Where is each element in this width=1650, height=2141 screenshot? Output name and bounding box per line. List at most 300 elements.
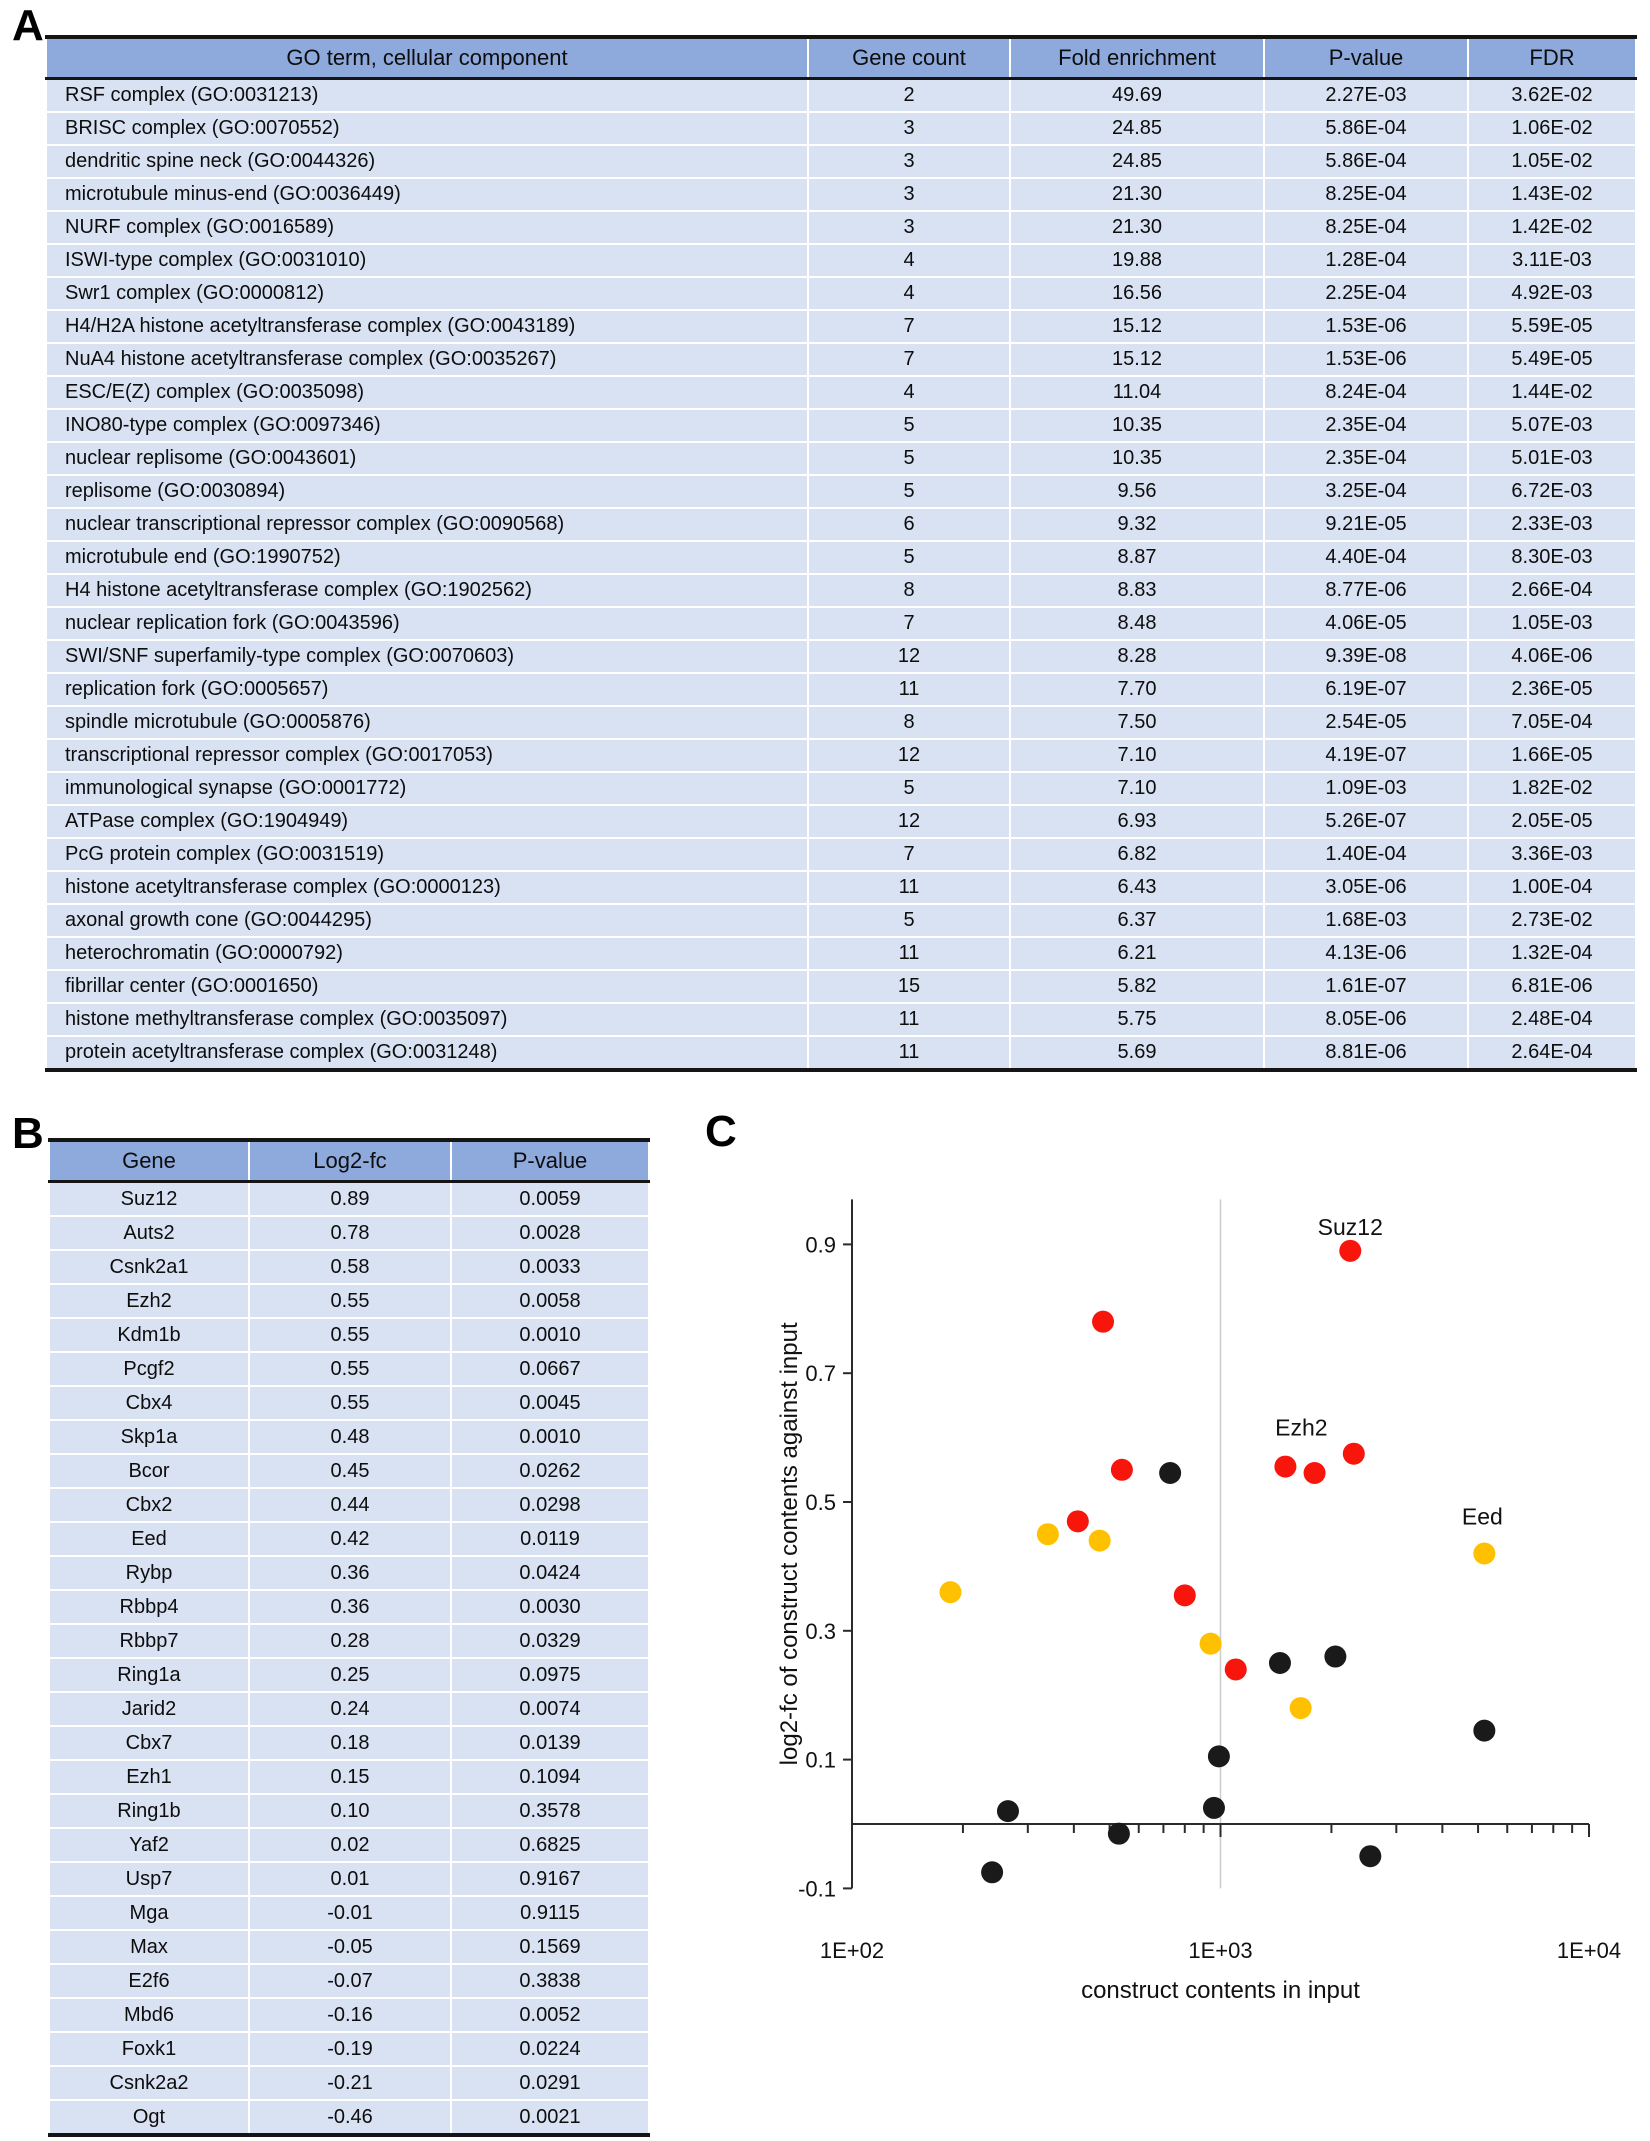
table-cell: 19.88 <box>1010 244 1264 277</box>
table-row <box>46 343 1636 376</box>
table-row <box>49 1488 649 1522</box>
y-tick-label: 0.1 <box>805 1747 836 1773</box>
table-cell: 0.0021 <box>451 2100 649 2135</box>
table-cell: 8 <box>808 574 1010 607</box>
table-row <box>49 1590 649 1624</box>
table-cell: Ezh1 <box>49 1760 249 1794</box>
table-cell: 5.86E-04 <box>1264 145 1468 178</box>
table-cell: protein acetyltransferase complex (GO:0031248) <box>46 1036 808 1070</box>
table-cell: 2 <box>808 79 1010 113</box>
table-cell: 0.58 <box>249 1250 451 1284</box>
table-cell: Cbx4 <box>49 1386 249 1420</box>
col-header-p-value: P-value <box>1264 37 1468 79</box>
scatter-point <box>939 1581 961 1603</box>
table-cell: 0.55 <box>249 1284 451 1318</box>
table-cell: 5.86E-04 <box>1264 112 1468 145</box>
table-cell: Suz12 <box>49 1182 249 1217</box>
table-cell: 1.53E-06 <box>1264 343 1468 376</box>
table-cell: 0.45 <box>249 1454 451 1488</box>
table-cell: 8.25E-04 <box>1264 211 1468 244</box>
table-cell: 0.55 <box>249 1386 451 1420</box>
table-cell: 3 <box>808 112 1010 145</box>
table-cell: 1.28E-04 <box>1264 244 1468 277</box>
table-cell: 1.32E-04 <box>1468 937 1636 970</box>
panel-b-label: B <box>12 1109 44 1158</box>
table-cell: 49.69 <box>1010 79 1264 113</box>
scatter-point <box>1089 1530 1111 1552</box>
table-cell: 0.24 <box>249 1692 451 1726</box>
table-row <box>46 112 1636 145</box>
table-cell: 0.0045 <box>451 1386 649 1420</box>
table-cell: 0.36 <box>249 1556 451 1590</box>
table-cell: 4 <box>808 376 1010 409</box>
table-cell: 6.37 <box>1010 904 1264 937</box>
table-row <box>46 277 1636 310</box>
table-cell: 8 <box>808 706 1010 739</box>
scatter-point <box>997 1800 1019 1822</box>
table-cell: 0.0424 <box>451 1556 649 1590</box>
table-row <box>49 1692 649 1726</box>
table-cell: 0.01 <box>249 1862 451 1896</box>
table-row <box>49 1964 649 1998</box>
table-cell: 3 <box>808 145 1010 178</box>
table-row <box>46 409 1636 442</box>
col-header-gene-count: Gene count <box>808 37 1010 79</box>
table-cell: BRISC complex (GO:0070552) <box>46 112 808 145</box>
table-cell: -0.19 <box>249 2032 451 2066</box>
table-cell: Max <box>49 1930 249 1964</box>
table-cell: 7 <box>808 607 1010 640</box>
scatter-point <box>1159 1462 1181 1484</box>
table-cell: 1.42E-02 <box>1468 211 1636 244</box>
table-cell: 0.0139 <box>451 1726 649 1760</box>
table-cell: 2.36E-05 <box>1468 673 1636 706</box>
panel-a-label: A <box>12 1 44 50</box>
table-cell: 9.39E-08 <box>1264 640 1468 673</box>
table-row <box>46 79 1636 113</box>
table-cell: 6.19E-07 <box>1264 673 1468 706</box>
table-row <box>46 838 1636 871</box>
table-row <box>49 1216 649 1250</box>
table-cell: 15.12 <box>1010 310 1264 343</box>
table-cell: 5.82 <box>1010 970 1264 1003</box>
table-row <box>46 574 1636 607</box>
table-cell: nuclear replisome (GO:0043601) <box>46 442 808 475</box>
table-cell: 5 <box>808 904 1010 937</box>
table-row <box>49 1250 649 1284</box>
table-cell: 0.89 <box>249 1182 451 1217</box>
table-cell: 6.93 <box>1010 805 1264 838</box>
table-row <box>49 1284 649 1318</box>
table-cell: 12 <box>808 640 1010 673</box>
table-cell: 3.36E-03 <box>1468 838 1636 871</box>
table-cell: Mga <box>49 1896 249 1930</box>
table-cell: 5.69 <box>1010 1036 1264 1070</box>
table-cell: 8.25E-04 <box>1264 178 1468 211</box>
table-cell: 4.19E-07 <box>1264 739 1468 772</box>
table-cell: 11.04 <box>1010 376 1264 409</box>
table-cell: 7 <box>808 310 1010 343</box>
table-cell: 12 <box>808 739 1010 772</box>
table-cell: 4 <box>808 244 1010 277</box>
table-cell: ESC/E(Z) complex (GO:0035098) <box>46 376 808 409</box>
table-cell: Jarid2 <box>49 1692 249 1726</box>
table-cell: 0.78 <box>249 1216 451 1250</box>
table-header-row <box>49 1140 649 1182</box>
table-cell: Auts2 <box>49 1216 249 1250</box>
table-cell: 5.49E-05 <box>1468 343 1636 376</box>
scatter-plot <box>700 1107 1650 2040</box>
scatter-point <box>1203 1797 1225 1819</box>
table-cell: 3.62E-02 <box>1468 79 1636 113</box>
scatter-point <box>1092 1311 1114 1333</box>
table-cell: Usp7 <box>49 1862 249 1896</box>
table-row <box>46 673 1636 706</box>
table-cell: 5.07E-03 <box>1468 409 1636 442</box>
gene-table-body <box>49 1182 649 2136</box>
table-cell: 5.75 <box>1010 1003 1264 1036</box>
table-cell: 4.06E-06 <box>1468 640 1636 673</box>
table-cell: dendritic spine neck (GO:0044326) <box>46 145 808 178</box>
table-cell: 4 <box>808 277 1010 310</box>
table-cell: 8.05E-06 <box>1264 1003 1468 1036</box>
table-cell: Eed <box>49 1522 249 1556</box>
gene-log2fc-table <box>48 1138 650 2137</box>
y-axis-title: log2-fc of construct contents against input <box>776 1322 803 1766</box>
table-row <box>46 706 1636 739</box>
scatter-point <box>1108 1823 1130 1845</box>
table-cell: 15 <box>808 970 1010 1003</box>
table-cell: -0.07 <box>249 1964 451 1998</box>
table-cell: 1.05E-02 <box>1468 145 1636 178</box>
table-cell: Kdm1b <box>49 1318 249 1352</box>
scatter-point <box>1304 1462 1326 1484</box>
table-cell: 1.53E-06 <box>1264 310 1468 343</box>
table-cell: axonal growth cone (GO:0044295) <box>46 904 808 937</box>
table-cell: heterochromatin (GO:0000792) <box>46 937 808 970</box>
table-cell: 1.40E-04 <box>1264 838 1468 871</box>
table-cell: 8.24E-04 <box>1264 376 1468 409</box>
scatter-point <box>1339 1240 1361 1262</box>
table-cell: Bcor <box>49 1454 249 1488</box>
scatter-plot-panel <box>700 1107 1650 2040</box>
scatter-point <box>1473 1543 1495 1565</box>
table-cell: Rbbp7 <box>49 1624 249 1658</box>
scatter-point <box>981 1861 1003 1883</box>
table-row <box>49 1862 649 1896</box>
table-row <box>49 1760 649 1794</box>
table-row <box>49 1454 649 1488</box>
scatter-point <box>1174 1584 1196 1606</box>
table-cell: 9.32 <box>1010 508 1264 541</box>
table-row <box>46 640 1636 673</box>
table-cell: 5 <box>808 541 1010 574</box>
table-row <box>49 1726 649 1760</box>
table-cell: Ogt <box>49 2100 249 2135</box>
table-cell: Yaf2 <box>49 1828 249 1862</box>
table-cell: 0.3578 <box>451 1794 649 1828</box>
scatter-point <box>1225 1658 1247 1680</box>
table-row <box>46 904 1636 937</box>
table-cell: 0.10 <box>249 1794 451 1828</box>
table-cell: microtubule end (GO:1990752) <box>46 541 808 574</box>
table-cell: 8.48 <box>1010 607 1264 640</box>
table-cell: Mbd6 <box>49 1998 249 2032</box>
table-cell: 6.82 <box>1010 838 1264 871</box>
scatter-point <box>1037 1523 1059 1545</box>
table-cell: ISWI-type complex (GO:0031010) <box>46 244 808 277</box>
table-cell: 0.0329 <box>451 1624 649 1658</box>
col-header-fold-enrichment: Fold enrichment <box>1010 37 1264 79</box>
table-cell: 24.85 <box>1010 145 1264 178</box>
table-row <box>46 1003 1636 1036</box>
table-row <box>46 442 1636 475</box>
table-cell: 6.81E-06 <box>1468 970 1636 1003</box>
table-cell: 24.85 <box>1010 112 1264 145</box>
table-cell: Swr1 complex (GO:0000812) <box>46 277 808 310</box>
table-cell: 8.81E-06 <box>1264 1036 1468 1070</box>
table-cell: 2.33E-03 <box>1468 508 1636 541</box>
table-cell: Rybp <box>49 1556 249 1590</box>
table-cell: 8.30E-03 <box>1468 541 1636 574</box>
table-row <box>49 1420 649 1454</box>
y-tick-label: 0.3 <box>805 1618 836 1644</box>
table-cell: Foxk1 <box>49 2032 249 2066</box>
table-cell: Ring1a <box>49 1658 249 1692</box>
table-cell: Ezh2 <box>49 1284 249 1318</box>
col-header-fdr: FDR <box>1468 37 1636 79</box>
table-cell: H4 histone acetyltransferase complex (GO:1902562) <box>46 574 808 607</box>
scatter-point <box>1111 1459 1133 1481</box>
point-label: Suz12 <box>1317 1213 1383 1240</box>
table-row <box>49 1182 649 1217</box>
table-row <box>49 1658 649 1692</box>
table-cell: 3 <box>808 211 1010 244</box>
col-header-gene: Gene <box>49 1140 249 1182</box>
table-cell: -0.05 <box>249 1930 451 1964</box>
table-cell: 21.30 <box>1010 211 1264 244</box>
y-tick-label: 0.7 <box>805 1361 836 1387</box>
table-cell: 3 <box>808 178 1010 211</box>
table-cell: Csnk2a1 <box>49 1250 249 1284</box>
table-row <box>46 1036 1636 1070</box>
table-cell: 4.13E-06 <box>1264 937 1468 970</box>
table-cell: NURF complex (GO:0016589) <box>46 211 808 244</box>
table-cell: SWI/SNF superfamily-type complex (GO:0070603) <box>46 640 808 673</box>
table-cell: 1.68E-03 <box>1264 904 1468 937</box>
col-header-go-term: GO term, cellular component <box>46 37 808 79</box>
col-header-p-value: P-value <box>451 1140 649 1182</box>
table-cell: Csnk2a2 <box>49 2066 249 2100</box>
table-cell: 0.42 <box>249 1522 451 1556</box>
table-cell: 0.0033 <box>451 1250 649 1284</box>
table-row <box>49 1522 649 1556</box>
table-cell: 4.06E-05 <box>1264 607 1468 640</box>
table-cell: 0.15 <box>249 1760 451 1794</box>
scatter-point <box>1067 1510 1089 1532</box>
table-row <box>46 805 1636 838</box>
table-cell: 10.35 <box>1010 442 1264 475</box>
table-cell: 2.64E-04 <box>1468 1036 1636 1070</box>
table-row <box>46 178 1636 211</box>
scatter-point <box>1208 1745 1230 1767</box>
table-row <box>46 475 1636 508</box>
table-cell: 2.48E-04 <box>1468 1003 1636 1036</box>
x-tick-label: 1E+04 <box>1556 1938 1622 1963</box>
table-cell: 9.56 <box>1010 475 1264 508</box>
table-cell: 0.3838 <box>451 1964 649 1998</box>
table-cell: 0.44 <box>249 1488 451 1522</box>
table-cell: transcriptional repressor complex (GO:0017053) <box>46 739 808 772</box>
table-cell: 0.0667 <box>451 1352 649 1386</box>
table-cell: 6.72E-03 <box>1468 475 1636 508</box>
table-cell: 11 <box>808 1003 1010 1036</box>
table-cell: 6.43 <box>1010 871 1264 904</box>
table-cell: 1.43E-02 <box>1468 178 1636 211</box>
go-term-table <box>45 35 1637 1072</box>
table-cell: 5.59E-05 <box>1468 310 1636 343</box>
table-row <box>49 1998 649 2032</box>
table-cell: NuA4 histone acetyltransferase complex (GO:0035267) <box>46 343 808 376</box>
table-cell: fibrillar center (GO:0001650) <box>46 970 808 1003</box>
table-row <box>46 970 1636 1003</box>
table-cell: 9.21E-05 <box>1264 508 1468 541</box>
table-cell: 0.0119 <box>451 1522 649 1556</box>
table-cell: 1.61E-07 <box>1264 970 1468 1003</box>
table-cell: 12 <box>808 805 1010 838</box>
scatter-point <box>1269 1652 1291 1674</box>
table-cell: 11 <box>808 673 1010 706</box>
table-row <box>46 541 1636 574</box>
table-row <box>49 2032 649 2066</box>
table-cell: Pcgf2 <box>49 1352 249 1386</box>
table-cell: 7.05E-04 <box>1468 706 1636 739</box>
table-cell: 7.10 <box>1010 739 1264 772</box>
table-cell: 11 <box>808 871 1010 904</box>
table-row <box>46 739 1636 772</box>
table-cell: 7.70 <box>1010 673 1264 706</box>
table-cell: 1.44E-02 <box>1468 376 1636 409</box>
table-cell: 3.11E-03 <box>1468 244 1636 277</box>
table-row <box>46 244 1636 277</box>
table-cell: 2.73E-02 <box>1468 904 1636 937</box>
table-cell: 1.66E-05 <box>1468 739 1636 772</box>
scatter-point <box>1274 1456 1296 1478</box>
table-cell: 2.27E-03 <box>1264 79 1468 113</box>
go-term-table-head <box>46 37 1636 79</box>
table-cell: 2.54E-05 <box>1264 706 1468 739</box>
table-cell: Rbbp4 <box>49 1590 249 1624</box>
table-cell: 4.92E-03 <box>1468 277 1636 310</box>
table-cell: H4/H2A histone acetyltransferase complex (GO:0043189) <box>46 310 808 343</box>
table-row <box>46 376 1636 409</box>
table-row <box>46 310 1636 343</box>
table-row <box>49 1896 649 1930</box>
table-cell: 5 <box>808 772 1010 805</box>
table-cell: 0.02 <box>249 1828 451 1862</box>
table-cell: -0.21 <box>249 2066 451 2100</box>
table-cell: 3.25E-04 <box>1264 475 1468 508</box>
table-cell: 5 <box>808 409 1010 442</box>
table-cell: ATPase complex (GO:1904949) <box>46 805 808 838</box>
y-tick-label: 0.5 <box>805 1490 836 1515</box>
table-cell: 0.0262 <box>451 1454 649 1488</box>
table-cell: E2f6 <box>49 1964 249 1998</box>
table-cell: 8.77E-06 <box>1264 574 1468 607</box>
table-cell: microtubule minus-end (GO:0036449) <box>46 178 808 211</box>
table-cell: 0.48 <box>249 1420 451 1454</box>
table-cell: 0.1569 <box>451 1930 649 1964</box>
table-cell: 0.6825 <box>451 1828 649 1862</box>
scatter-point <box>1290 1697 1312 1719</box>
table-row <box>46 607 1636 640</box>
table-cell: 1.82E-02 <box>1468 772 1636 805</box>
table-cell: histone methyltransferase complex (GO:0035097) <box>46 1003 808 1036</box>
table-cell: 0.55 <box>249 1318 451 1352</box>
scatter-point <box>1200 1633 1222 1655</box>
table-row <box>49 2066 649 2100</box>
point-label: Ezh2 <box>1275 1414 1328 1441</box>
x-axis-title: construct contents in input <box>1081 1977 1360 2004</box>
table-cell: 10.35 <box>1010 409 1264 442</box>
table-row <box>49 1352 649 1386</box>
go-term-table-body <box>46 79 1636 1071</box>
table-cell: 2.25E-04 <box>1264 277 1468 310</box>
table-cell: 7.10 <box>1010 772 1264 805</box>
table-cell: 0.0074 <box>451 1692 649 1726</box>
table-cell: replisome (GO:0030894) <box>46 475 808 508</box>
table-row <box>46 871 1636 904</box>
table-row <box>49 1930 649 1964</box>
table-cell: replication fork (GO:0005657) <box>46 673 808 706</box>
table-cell: 0.0975 <box>451 1658 649 1692</box>
table-cell: 2.05E-05 <box>1468 805 1636 838</box>
table-cell: nuclear transcriptional repressor complex (GO:0090568) <box>46 508 808 541</box>
table-row <box>49 1624 649 1658</box>
table-cell: 6.21 <box>1010 937 1264 970</box>
scatter-point <box>1343 1443 1365 1465</box>
scatter-point <box>1473 1720 1495 1742</box>
y-tick-label: 0.9 <box>805 1232 836 1258</box>
table-cell: -0.46 <box>249 2100 451 2135</box>
table-cell: 0.0030 <box>451 1590 649 1624</box>
table-cell: 7.50 <box>1010 706 1264 739</box>
point-label: Eed <box>1461 1503 1503 1530</box>
table-row <box>49 1794 649 1828</box>
table-cell: 5.26E-07 <box>1264 805 1468 838</box>
table-cell: -0.01 <box>249 1896 451 1930</box>
table-row <box>46 772 1636 805</box>
table-header-row <box>46 37 1636 79</box>
x-tick-label: 1E+03 <box>1188 1938 1253 1963</box>
table-cell: 1.00E-04 <box>1468 871 1636 904</box>
table-row <box>49 1386 649 1420</box>
scatter-point <box>1324 1646 1346 1668</box>
table-cell: 0.0059 <box>451 1182 649 1217</box>
col-header-log2fc: Log2-fc <box>249 1140 451 1182</box>
table-cell: Skp1a <box>49 1420 249 1454</box>
table-cell: 0.0224 <box>451 2032 649 2066</box>
table-cell: 0.0291 <box>451 2066 649 2100</box>
table-cell: Cbx7 <box>49 1726 249 1760</box>
table-cell: 0.0052 <box>451 1998 649 2032</box>
table-cell: 1.09E-03 <box>1264 772 1468 805</box>
table-cell: 15.12 <box>1010 343 1264 376</box>
table-cell: 2.66E-04 <box>1468 574 1636 607</box>
table-row <box>46 211 1636 244</box>
table-cell: 0.0010 <box>451 1318 649 1352</box>
table-cell: 0.36 <box>249 1590 451 1624</box>
